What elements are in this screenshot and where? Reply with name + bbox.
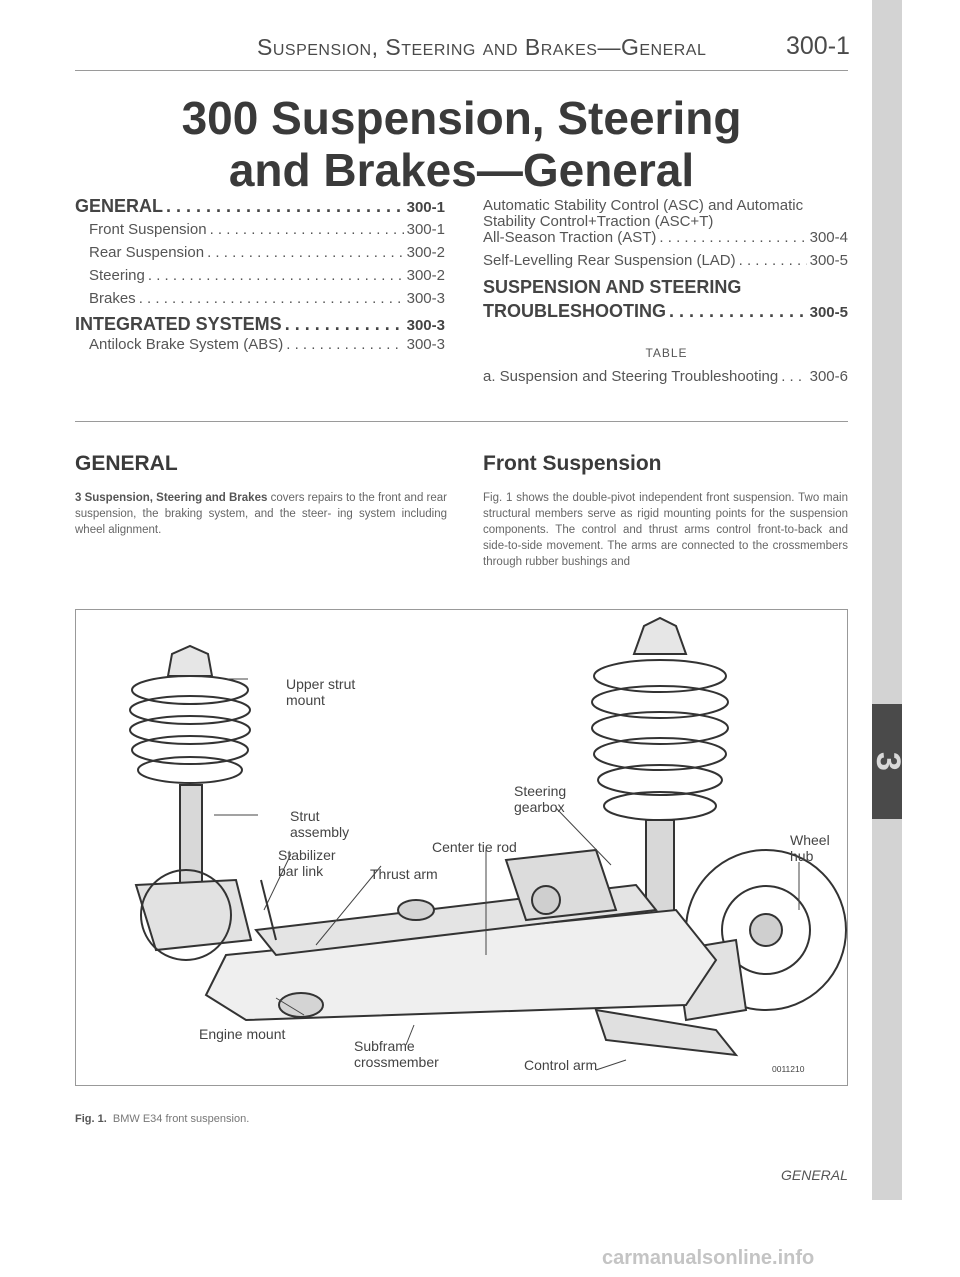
toc-entry-steering[interactable]: Steering . . . 300-2 [89,267,445,284]
section-rule [75,421,848,422]
figure-caption [75,1113,249,1125]
wheel-hub-center [750,914,782,946]
general-paragraph [75,490,447,538]
front-suspension-paragraph: Fig. 1 shows the double-pivot independent front suspension. Two main structural members serve as rigid mounting points for the suspension components. The control and thrust arms control front-to-back and side-to-side movement. The arms are connected to the crossmembers through rubber bushings and [483,492,848,568]
steering-gearbox-body [506,850,616,920]
callout-wheel-hub: Wheel hub [790,832,830,864]
toc-entry-lad[interactable]: Self-Levelling Rear Suspension (LAD) . . . 300-5 [483,252,848,269]
toc-table-label: TABLE [645,346,688,360]
toc-troubleshooting-line-1[interactable]: SUSPENSION AND STEERING [483,277,742,297]
chapter-title-line-1: 300 Suspension, Steering [181,92,742,144]
toc-entry-ast[interactable]: All-Season Traction (AST) . . . 300-4 [483,229,848,246]
chapter-title-line-2: and Brakes—General [228,144,695,196]
engine-mount-right [398,900,434,920]
chapter-title [75,92,848,196]
right-upper-strut-mount [634,618,686,654]
chapter-tab-label: 3 [868,752,907,771]
figure-code: 0011210 [772,1064,805,1074]
callout-subframe-crossmember: Subframe crossmember [354,1038,439,1070]
toc-entry-brakes[interactable]: Brakes . . . 300-3 [89,290,445,307]
running-header: Suspension, Steering and Brakes—General [257,34,707,60]
right-strut-tube [646,820,674,915]
front-suspension-heading: Front Suspension [483,452,662,475]
left-knuckle [136,880,251,950]
toc-entry-integrated-systems[interactable]: INTEGRATED SYSTEMS . . . 300-3 [75,314,445,335]
callout-center-tie-rod: Center tie rod [432,839,517,855]
toc-entry-troubleshooting[interactable]: TROUBLESHOOTING . . . 300-5 [483,301,848,322]
header-rule [75,70,848,71]
toc-entry-general[interactable]: GENERAL . . . 300-1 [75,196,445,217]
toc-entry-abs[interactable]: Antilock Brake System (ABS) . . . 300-3 [89,336,445,353]
toc-entry-table-a[interactable]: a. Suspension and Steering Troubleshooting . . . 300-6 [483,368,848,385]
footer-section-name: GENERAL [781,1167,848,1183]
callout-steering-gearbox: Steering gearbox [514,783,567,815]
watermark: carmanualsonline.info [602,1247,815,1269]
general-lead: 3 Suspension, Steering and Brakes [75,492,268,504]
toc-asc-line-2[interactable]: Stability Control+Traction (ASC+T) [483,213,714,230]
figure-caption-label: Fig. 1. [75,1113,107,1125]
page-number: 300-1 [786,32,850,60]
control-arm-shape [596,1010,736,1055]
callout-upper-strut-mount: Upper strut mount [286,676,356,708]
callout-thrust-arm: Thrust arm [370,866,438,882]
figure-caption-text: BMW E34 front suspension. [112,1113,250,1125]
toc-entry-front-suspension[interactable]: Front Suspension . . . 300-1 [89,221,445,238]
callout-stabilizer-bar-link: Stabilizer bar link [278,847,336,879]
left-upper-strut-mount [168,646,212,676]
right-coil-spring [592,660,728,820]
toc-entry-rear-suspension[interactable]: Rear Suspension . . . 300-2 [89,244,445,261]
callout-strut-assembly: Strut assembly [290,808,350,840]
general-heading: GENERAL [75,452,178,475]
edge-strip [868,0,907,1200]
toc-asc-line-1[interactable]: Automatic Stability Control (ASC) and Automatic [483,197,804,214]
general-text: covers repairs to the front and rear suspension, the braking system, and the steer- ing system including wheel alignment. [75,492,447,536]
left-coil-spring [130,676,250,783]
callout-engine-mount: Engine mount [199,1026,286,1042]
callout-control-arm: Control arm [524,1057,598,1073]
